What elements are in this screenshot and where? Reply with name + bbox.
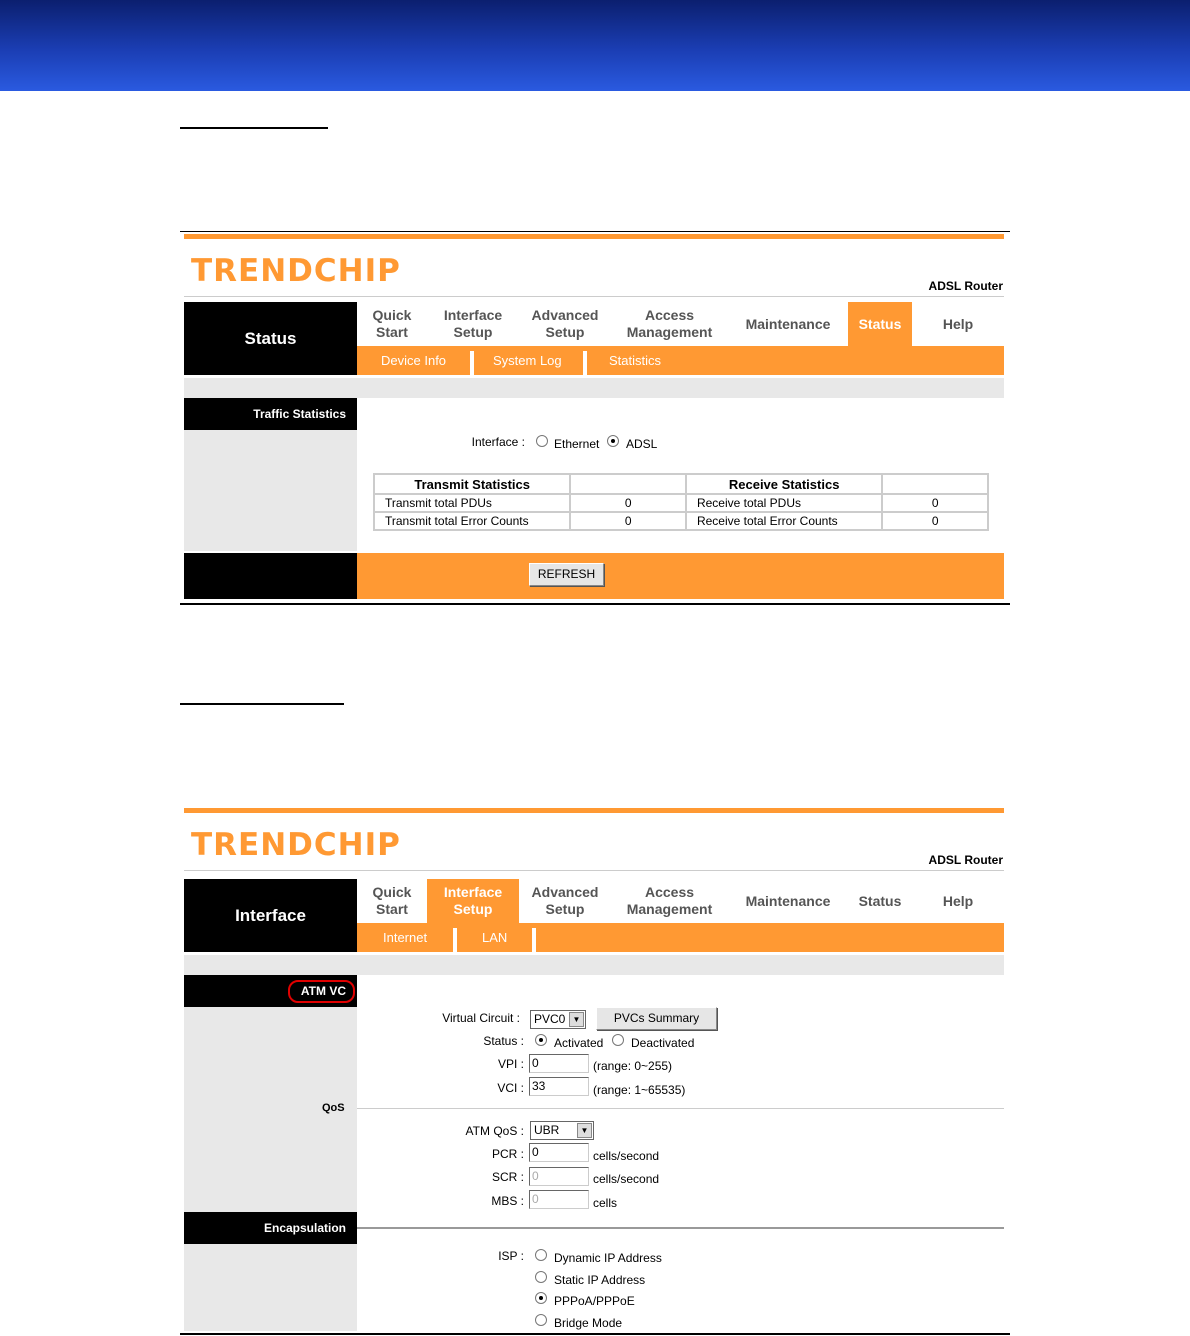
virtual-circuit-select[interactable] bbox=[530, 1010, 586, 1029]
radio-ethernet[interactable] bbox=[536, 435, 548, 447]
encapsulation-divider bbox=[357, 1227, 1004, 1229]
scr-unit: cells/second bbox=[593, 1172, 660, 1186]
radio-adsl-label: ADSL bbox=[626, 437, 658, 451]
rx-label: Receive total PDUs bbox=[686, 494, 882, 512]
gray-band bbox=[184, 955, 1004, 975]
rx-label: Receive total Error Counts bbox=[686, 512, 882, 530]
section-heading-underline bbox=[180, 703, 344, 705]
qos-label: QoS bbox=[322, 1102, 345, 1114]
radio-bridge-mode-label: Bridge Mode bbox=[554, 1316, 623, 1330]
page-title: Interface bbox=[184, 879, 357, 952]
top-orange-bar bbox=[184, 234, 1004, 239]
transmit-value-header bbox=[570, 474, 686, 494]
refresh-button[interactable]: REFRESH bbox=[529, 563, 604, 586]
subnav-device-info[interactable]: Device Info bbox=[381, 353, 447, 368]
statistics-content bbox=[357, 398, 1004, 551]
figure-bottom-rule bbox=[180, 1333, 1010, 1335]
nav-advanced-setup[interactable]: Advanced Setup bbox=[531, 884, 599, 917]
pcr-unit: cells/second bbox=[593, 1149, 660, 1163]
nav-access-management[interactable]: Access Management bbox=[626, 884, 713, 917]
product-name: ADSL Router bbox=[928, 279, 1003, 293]
vci-range: (range: 1~65535) bbox=[593, 1083, 686, 1097]
sub-nav bbox=[357, 923, 1004, 952]
section-label-encapsulation: Encapsulation bbox=[184, 1212, 357, 1244]
receive-value-header bbox=[882, 474, 988, 494]
tx-label: Transmit total Error Counts bbox=[374, 512, 570, 530]
sub-nav bbox=[357, 346, 1004, 375]
mbs-label: MBS : bbox=[491, 1194, 524, 1208]
radio-bridge-mode[interactable] bbox=[535, 1314, 547, 1326]
section-label-traffic-statistics: Traffic Statistics bbox=[184, 398, 357, 430]
subnav-separator bbox=[583, 351, 587, 375]
table-header-row bbox=[374, 474, 988, 494]
isp-label: ISP : bbox=[498, 1249, 524, 1263]
figure-bottom-rule bbox=[180, 603, 1010, 605]
trendchip-logo: TRENDCHIP bbox=[191, 253, 401, 289]
rx-value: 0 bbox=[882, 494, 988, 512]
radio-dynamic-ip[interactable] bbox=[535, 1249, 547, 1261]
dropdown-arrow-icon: ▼ bbox=[577, 1123, 592, 1138]
page-title: Status bbox=[184, 302, 357, 375]
virtual-circuit-value: PVC0 bbox=[534, 1012, 566, 1026]
figure-top-rule bbox=[180, 231, 1010, 232]
vci-input[interactable]: 33 bbox=[529, 1077, 589, 1096]
subnav-lan[interactable]: LAN bbox=[482, 930, 508, 945]
document-header-banner bbox=[0, 0, 1190, 91]
atm-qos-value: UBR bbox=[534, 1123, 560, 1137]
radio-static-ip-label: Static IP Address bbox=[554, 1273, 646, 1287]
radio-dynamic-ip-label: Dynamic IP Address bbox=[554, 1251, 662, 1265]
radio-static-ip[interactable] bbox=[535, 1271, 547, 1283]
qos-divider bbox=[357, 1108, 1004, 1109]
sidebar bbox=[184, 975, 357, 1331]
highlight-oval bbox=[288, 980, 355, 1003]
scr-input[interactable]: 0 bbox=[529, 1167, 589, 1186]
receive-header: Receive Statistics bbox=[686, 474, 882, 494]
main-nav bbox=[357, 879, 1004, 923]
interface-panel bbox=[184, 808, 1004, 1333]
nav-access-management[interactable]: Access Management bbox=[626, 307, 713, 340]
footer-left bbox=[184, 553, 357, 599]
mbs-unit: cells bbox=[593, 1196, 618, 1210]
vci-label: VCI : bbox=[497, 1081, 524, 1095]
nav-status[interactable]: Status bbox=[848, 302, 912, 346]
interface-label: Interface : bbox=[471, 435, 525, 449]
subnav-system-log[interactable]: System Log bbox=[493, 353, 562, 368]
radio-activated-label: Activated bbox=[554, 1036, 604, 1050]
product-name: ADSL Router bbox=[928, 853, 1003, 867]
nav-advanced-setup[interactable]: Advanced Setup bbox=[531, 307, 599, 340]
section-heading-underline bbox=[180, 127, 328, 129]
top-orange-bar bbox=[184, 808, 1004, 813]
vpi-input[interactable]: 0 bbox=[529, 1054, 589, 1073]
pcr-input[interactable]: 0 bbox=[529, 1143, 589, 1162]
nav-quick-start[interactable]: Quick Start bbox=[372, 884, 412, 917]
table-row bbox=[374, 494, 988, 512]
subnav-separator bbox=[453, 928, 457, 952]
status-panel bbox=[184, 234, 1004, 602]
statistics-table bbox=[373, 473, 989, 531]
nav-interface-setup[interactable]: Interface Setup bbox=[443, 307, 503, 340]
tx-value: 0 bbox=[570, 494, 686, 512]
atm-qos-select[interactable] bbox=[530, 1121, 594, 1140]
footer-right bbox=[357, 553, 1004, 599]
vpi-label: VPI : bbox=[497, 1057, 524, 1071]
nav-interface-setup[interactable]: Interface Setup bbox=[427, 879, 519, 923]
virtual-circuit-label: Virtual Circuit : bbox=[442, 1011, 520, 1025]
vpi-range: (range: 0~255) bbox=[593, 1059, 673, 1073]
radio-ethernet-label: Ethernet bbox=[554, 437, 600, 451]
nav-maintenance[interactable]: Maintenance bbox=[745, 315, 831, 332]
nav-help[interactable]: Help bbox=[942, 892, 974, 909]
gray-band bbox=[184, 378, 1004, 398]
radio-activated[interactable] bbox=[535, 1034, 547, 1046]
radio-deactivated[interactable] bbox=[612, 1034, 624, 1046]
mbs-input[interactable]: 0 bbox=[529, 1190, 589, 1209]
nav-quick-start[interactable]: Quick Start bbox=[372, 307, 412, 340]
radio-deactivated-label: Deactivated bbox=[631, 1036, 695, 1050]
nav-help[interactable]: Help bbox=[942, 315, 974, 332]
pcr-label: PCR : bbox=[491, 1147, 524, 1161]
rx-value: 0 bbox=[882, 512, 988, 530]
status-label: Status : bbox=[483, 1034, 524, 1048]
header-divider bbox=[184, 296, 1004, 297]
main-nav bbox=[357, 302, 1004, 346]
nav-maintenance[interactable]: Maintenance bbox=[745, 892, 831, 909]
dropdown-arrow-icon: ▼ bbox=[569, 1012, 584, 1027]
atm-qos-label: ATM QoS : bbox=[465, 1124, 524, 1138]
trendchip-logo: TRENDCHIP bbox=[191, 827, 401, 863]
header-divider bbox=[184, 870, 1004, 871]
transmit-header: Transmit Statistics bbox=[374, 474, 570, 494]
subnav-statistics[interactable]: Statistics bbox=[609, 353, 662, 368]
radio-pppoa-pppoe-label: PPPoA/PPPoE bbox=[554, 1294, 635, 1308]
table-row bbox=[374, 512, 988, 530]
subnav-separator bbox=[470, 351, 474, 375]
radio-pppoa-pppoe[interactable] bbox=[535, 1292, 547, 1304]
subnav-internet[interactable]: Internet bbox=[383, 930, 428, 945]
nav-status[interactable]: Status bbox=[858, 892, 902, 909]
subnav-separator bbox=[532, 928, 536, 952]
atm-vc-label: ATM VC bbox=[300, 984, 346, 998]
scr-label: SCR : bbox=[491, 1170, 524, 1184]
radio-adsl[interactable] bbox=[607, 435, 619, 447]
tx-label: Transmit total PDUs bbox=[374, 494, 570, 512]
tx-value: 0 bbox=[570, 512, 686, 530]
pvcs-summary-button[interactable]: PVCs Summary bbox=[596, 1007, 717, 1030]
footer-bar bbox=[184, 553, 1004, 599]
